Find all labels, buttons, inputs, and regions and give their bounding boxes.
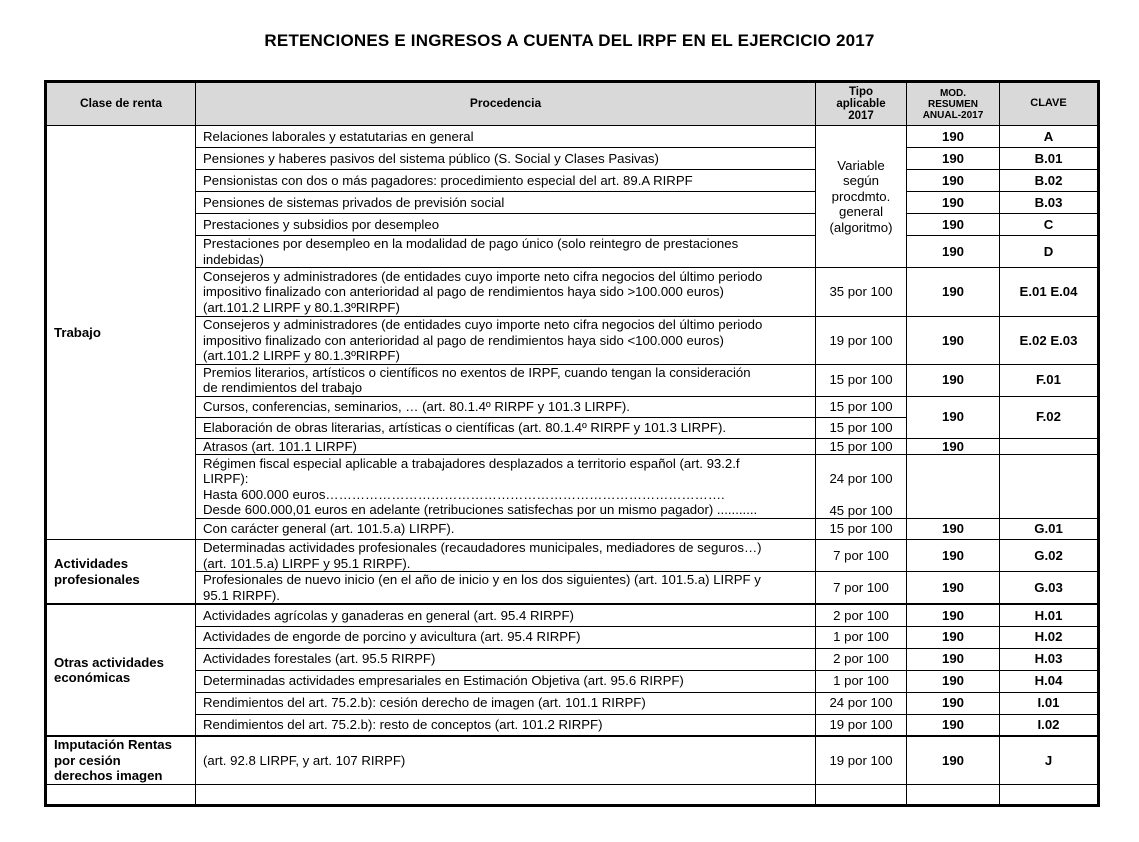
tipo-cell: 15 por 100 (816, 519, 907, 540)
clave-cell (1000, 438, 1099, 455)
clave-cell: C (1000, 214, 1099, 236)
tipo-cell: 1 por 100 (816, 670, 907, 692)
mod-cell: 190 (907, 572, 1000, 605)
clave-cell: E.02 E.03 (1000, 317, 1099, 365)
tipo-cell: 7 por 100 (816, 572, 907, 605)
tipo-cell: 19 por 100 (816, 317, 907, 365)
procedencia-cell: Elaboración de obras literarias, artísticas o científicas (art. 80.1.4º RIRPF y 101.3 LIRPF). (196, 417, 816, 438)
clave-cell: A (1000, 126, 1099, 148)
mod-cell: 190 (907, 626, 1000, 648)
header-tipo: Tipo aplicable 2017 (816, 82, 907, 126)
mod-cell: 190 (907, 268, 1000, 317)
table-row (46, 364, 1099, 396)
procedencia-cell: Prestaciones por desempleo en la modalidad de pago único (solo reintegro de prestaciones indebidas) (196, 236, 816, 268)
procedencia-cell: Actividades de engorde de porcino y avicultura (art. 95.4 RIRPF) (196, 626, 816, 648)
tipo-cell: 15 por 100 (816, 438, 907, 455)
empty-cell (907, 784, 1000, 805)
table-row (46, 736, 1099, 784)
mod-cell: 190 (907, 670, 1000, 692)
clave-cell: H.01 (1000, 604, 1099, 626)
clave-cell: H.03 (1000, 648, 1099, 670)
mod-cell: 190 (907, 126, 1000, 148)
table-row (46, 714, 1099, 736)
tipo-cell: 1 por 100 (816, 626, 907, 648)
mod-cell: 190 (907, 438, 1000, 455)
clave-cell: I.02 (1000, 714, 1099, 736)
table-row (46, 670, 1099, 692)
category-trabajo: Trabajo (46, 126, 196, 540)
mod-cell: 190 (907, 214, 1000, 236)
mod-cell: 190 (907, 540, 1000, 572)
mod-cell: 190 (907, 236, 1000, 268)
mod-cell: 190 (907, 736, 1000, 784)
mod-cell: 190 (907, 519, 1000, 540)
table-row (46, 572, 1099, 605)
clave-cell: I.01 (1000, 692, 1099, 714)
procedencia-cell: Actividades forestales (art. 95.5 RIRPF) (196, 648, 816, 670)
table-row (46, 604, 1099, 626)
procedencia-cell: Prestaciones y subsidios por desempleo (196, 214, 816, 236)
procedencia-cell: Pensiones y haberes pasivos del sistema público (S. Social y Clases Pasivas) (196, 148, 816, 170)
table-row (46, 214, 1099, 236)
page-title: RETENCIONES E INGRESOS A CUENTA DEL IRPF EN EL EJERCICIO 2017 (264, 31, 875, 50)
table-row (46, 236, 1099, 268)
table-row-empty (46, 784, 1099, 805)
tipo-cell: 15 por 100 (816, 396, 907, 417)
header-clase: Clase de renta (46, 82, 196, 126)
table-row (46, 455, 1099, 519)
clave-cell: E.01 E.04 (1000, 268, 1099, 317)
tipo-cell: 19 por 100 (816, 714, 907, 736)
clave-cell: B.03 (1000, 192, 1099, 214)
clave-cell: F.02 (1000, 396, 1099, 438)
tipo-cell: 2 por 100 (816, 604, 907, 626)
clave-cell: B.01 (1000, 148, 1099, 170)
category-imputacion-rentas: Imputación Rentas por cesión derechos imagen (46, 736, 196, 784)
procedencia-cell: Rendimientos del art. 75.2.b): resto de conceptos (art. 101.2 RIRPF) (196, 714, 816, 736)
procedencia-cell: Actividades agrícolas y ganaderas en general (art. 95.4 RIRPF) (196, 604, 816, 626)
procedencia-cell: Con carácter general (art. 101.5.a) LIRPF). (196, 519, 816, 540)
clave-cell: G.03 (1000, 572, 1099, 605)
empty-cell (816, 784, 907, 805)
header-clave: CLAVE (1000, 82, 1099, 126)
mod-cell: 190 (907, 396, 1000, 438)
tipo-cell: 15 por 100 (816, 364, 907, 396)
category-otras-actividades: Otras actividades económicas (46, 604, 196, 736)
table-row (46, 268, 1099, 317)
clave-cell: G.02 (1000, 540, 1099, 572)
header-mod: MOD. RESUMEN ANUAL-2017 (907, 82, 1000, 126)
table-row (46, 648, 1099, 670)
retenciones-table-continued (44, 539, 1100, 807)
clave-cell: D (1000, 236, 1099, 268)
tipo-cell: 24 por 100 (816, 692, 907, 714)
procedencia-cell: Consejeros y administradores (de entidades cuyo importe neto cifra negocios del último periodo impositivo finalizado con anterioridad al pago de rendimientos haya sido <100.000 euros) (art.101.2 LIRPF y 80.1.3ºRIRPF) (196, 317, 816, 365)
mod-cell: 190 (907, 714, 1000, 736)
procedencia-cell: Atrasos (art. 101.1 LIRPF) (196, 438, 816, 455)
table-row (46, 540, 1099, 572)
table-row (46, 396, 1099, 417)
procedencia-cell: Pensiones de sistemas privados de previsión social (196, 192, 816, 214)
table-row (46, 519, 1099, 540)
empty-cell (46, 784, 196, 805)
tipo-cell: 7 por 100 (816, 540, 907, 572)
tipo-cell: 2 por 100 (816, 648, 907, 670)
table-row (46, 317, 1099, 365)
table-row (46, 126, 1099, 148)
tipo-cell: 35 por 100 (816, 268, 907, 317)
table-row (46, 692, 1099, 714)
table-row (46, 438, 1099, 455)
clave-cell (1000, 455, 1099, 519)
procedencia-cell: (art. 92.8 LIRPF, y art. 107 RIRPF) (196, 736, 816, 784)
table-header-row (46, 82, 1099, 126)
mod-cell: 190 (907, 148, 1000, 170)
clave-cell: G.01 (1000, 519, 1099, 540)
procedencia-cell: Consejeros y administradores (de entidades cuyo importe neto cifra negocios del último periodo impositivo finalizado con anterioridad al pago de rendimientos haya sido >100.000 euros) (art.101.2 LIRPF y 80.1.3ºRIRPF) (196, 268, 816, 317)
procedencia-cell: Cursos, conferencias, seminarios, … (art. 80.1.4º RIRPF y 101.3 LIRPF). (196, 396, 816, 417)
procedencia-cell: Pensionistas con dos o más pagadores: procedimiento especial del art. 89.A RIRPF (196, 170, 816, 192)
category-actividades-profesionales: Actividades profesionales (46, 540, 196, 605)
table-row (46, 192, 1099, 214)
tipo-cell: 19 por 100 (816, 736, 907, 784)
procedencia-cell: Rendimientos del art. 75.2.b): cesión derecho de imagen (art. 101.1 RIRPF) (196, 692, 816, 714)
mod-cell: 190 (907, 317, 1000, 365)
mod-cell: 190 (907, 192, 1000, 214)
mod-cell: 190 (907, 692, 1000, 714)
mod-cell: 190 (907, 170, 1000, 192)
procedencia-cell: Relaciones laborales y estatutarias en general (196, 126, 816, 148)
tipo-cell: 24 por 100 45 por 100 (816, 455, 907, 519)
empty-cell (1000, 784, 1099, 805)
clave-cell: J (1000, 736, 1099, 784)
mod-cell: 190 (907, 604, 1000, 626)
header-procedencia: Procedencia (196, 82, 816, 126)
procedencia-cell: Régimen fiscal especial aplicable a trabajadores desplazados a territorio español (art. 93.2.f LIRPF): Hasta 600.000 euros………………………………………………………………………………. Desde 600.000,01 euros en adelante (retribuciones satisfechas por un mismo pagador) ........... (196, 455, 816, 519)
clave-cell: B.02 (1000, 170, 1099, 192)
clave-cell: F.01 (1000, 364, 1099, 396)
tipo-variable-cell: Variable según procdmto. general (algoritmo) (816, 126, 907, 268)
clave-cell: H.02 (1000, 626, 1099, 648)
procedencia-cell: Profesionales de nuevo inicio (en el año de inicio y en los dos siguientes) (art. 101.5.a) LIRPF y 95.1 RIRPF). (196, 572, 816, 605)
procedencia-cell: Premios literarios, artísticos o científicos no exentos de IRPF, cuando tengan la consideración de rendimientos del trabajo (196, 364, 816, 396)
retenciones-table (44, 80, 1100, 540)
clave-cell: H.04 (1000, 670, 1099, 692)
procedencia-cell: Determinadas actividades empresariales en Estimación Objetiva (art. 95.6 RIRPF) (196, 670, 816, 692)
table-row (46, 626, 1099, 648)
empty-cell (196, 784, 816, 805)
table-row (46, 170, 1099, 192)
procedencia-cell: Determinadas actividades profesionales (recaudadores municipales, mediadores de seguros…) (art. 101.5.a) LIRPF y 95.1 RIRPF). (196, 540, 816, 572)
table-row (46, 148, 1099, 170)
mod-cell: 190 (907, 364, 1000, 396)
mod-cell: 190 (907, 648, 1000, 670)
mod-cell (907, 455, 1000, 519)
tipo-cell: 15 por 100 (816, 417, 907, 438)
